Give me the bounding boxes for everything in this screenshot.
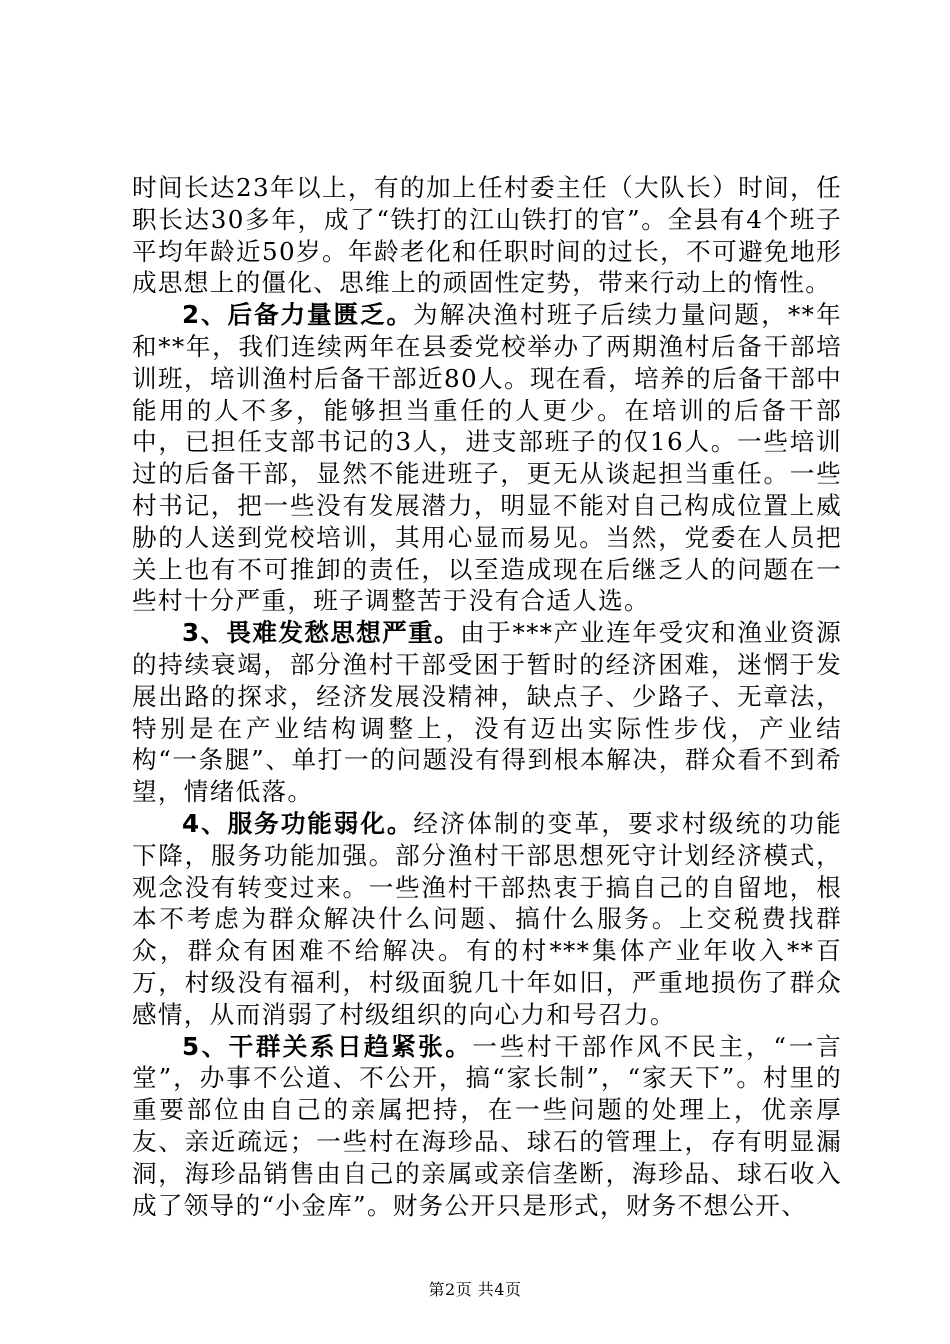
paragraph-text: 为解决渔村班子后续力量问题，**年和**年，我们连续两年在县委党校举办了两期渔村后备干部培训班，培训渔村后备干部近80人。现在看，培养的后备干部中能用的人不多，能够担当重任的人更少。在培训的后备干部中，已担任支部书记的3人，进支部班子的仅16人。一些培训过的后备干部，显然不能进班子，更无从谈起担当重任。一些村书记，把一些没有发展潜力，明显不能对自己构成位置上威胁的人送到党校培训，其用心显而易见。当然，党委在人员把关上也有不可推卸的责任，以至造成现在后继乏人的问题在一些村十分严重，班子调整苦于没有合适人选。 — [132, 300, 842, 616]
paragraph-heading: 3、畏难发愁思想严重。 — [182, 618, 460, 648]
page-indicator: 第2页 共4页 — [428, 1280, 522, 1299]
paragraph-service-function — [132, 808, 842, 1031]
paragraph-text: 时间长达23年以上，有的加上任村委主任（大队长）时间，任职长达30多年，成了“铁打的江山铁打的官”。全县有4个班子平均年龄近50岁。年龄老化和任职时间的过长，不可避免地形成思想上的僵化、思维上的顽固性定势，带来行动上的惰性。 — [132, 173, 842, 298]
paragraph-reserve-strength — [132, 299, 842, 617]
document-body — [132, 172, 842, 1221]
paragraph-text: 由于***产业连年受灾和渔业资源的持续衰竭，部分渔村干部受困于暂时的经济困难，迷惘于发展出路的探求，经济发展没精神，缺点子、少路子、无章法，特别是在产业结构调整上，没有迈出实际性步伐，产业结构“一条腿”、单打一的问题没有得到根本解决，群众看不到希望，情绪低落。 — [132, 618, 842, 807]
page-footer — [0, 1277, 950, 1300]
paragraph-fear-difficulty — [132, 617, 842, 808]
paragraph-text: 一些村干部作风不民主，“一言堂”，办事不公道、不公开，搞“家长制”，“家天下”。村里的重要部位由自己的亲属把持，在一些问题的处理上，优亲厚友、亲近疏远；一些村在海珍品、球石的管理上，存有明显漏洞，海珍品销售由自己的亲属或亲信垄断，海珍品、球石收入成了领导的“小金库”。财务公开只是形式，财务不想公开、 — [132, 1031, 842, 1220]
paragraph-heading: 2、后备力量匮乏。 — [182, 300, 413, 330]
paragraph-continuation — [132, 172, 842, 299]
paragraph-heading: 4、服务功能弱化。 — [182, 808, 414, 838]
paragraph-text: 经济体制的变革，要求村级统的功能下降，服务功能加强。部分渔村干部思想死守计划经济模式，观念没有转变过来。一些渔村干部热衷于搞自己的自留地，根本不考虑为群众解决什么问题、搞什么服务。上交税费找群众，群众有困难不给解决。有的村***集体产业年收入**百万，村级没有福利，村级面貌几十年如旧，严重地损伤了群众感情，从而消弱了村级组织的向心力和号召力。 — [132, 808, 842, 1029]
paragraph-cadre-relations — [132, 1031, 842, 1222]
paragraph-heading: 5、干群关系日趋紧张。 — [182, 1031, 473, 1061]
